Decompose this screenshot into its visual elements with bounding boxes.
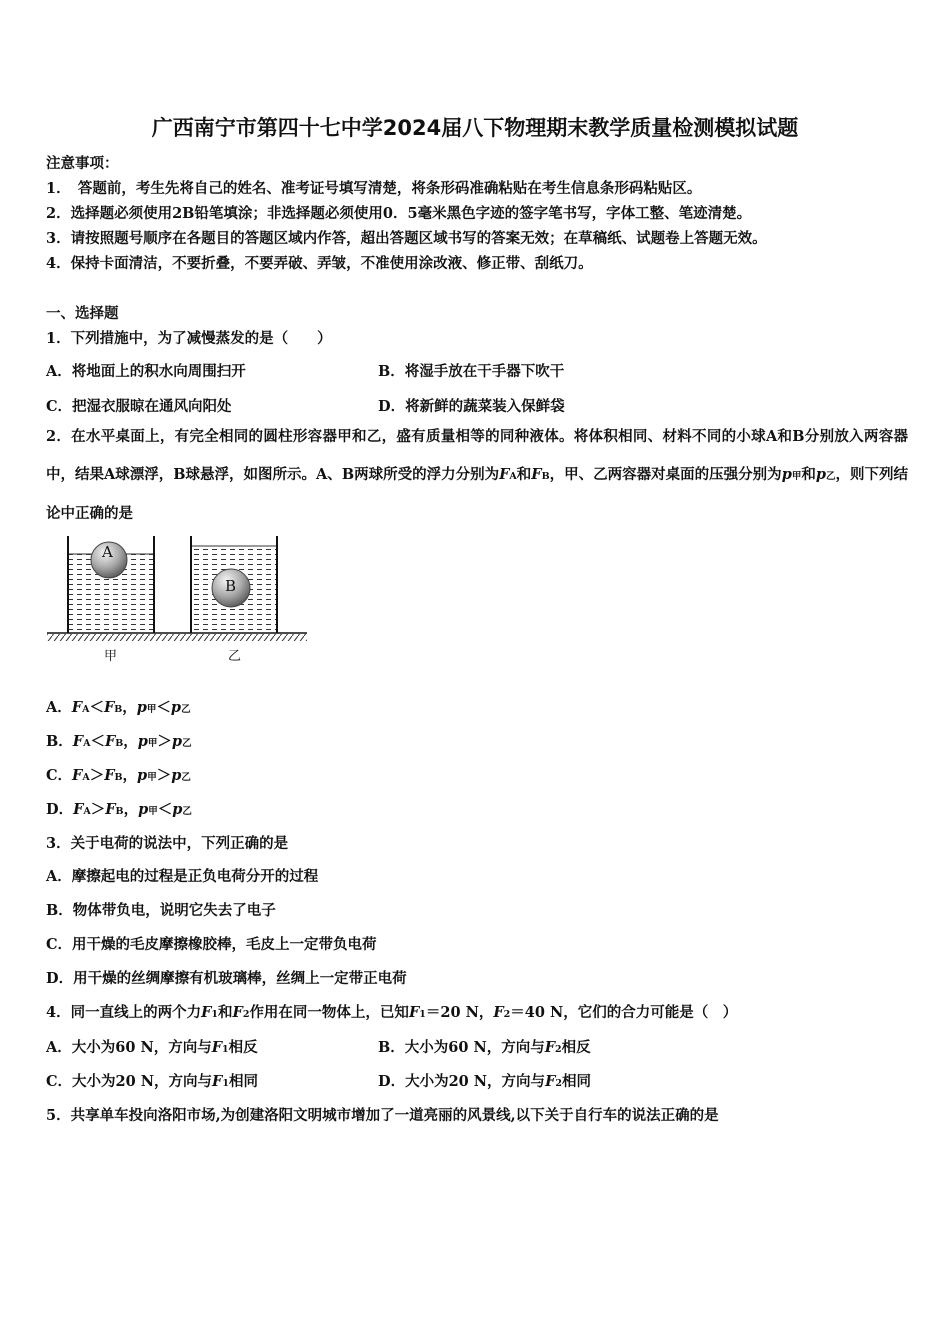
q4-option-a: A．大小为60 N，方向与F1相反 bbox=[46, 1039, 258, 1056]
notice-heading: 注意事项： bbox=[46, 155, 119, 172]
notice-item: 2．选择题必须使用2B铅笔填涂；非选择题必须使用0．5毫米黑色字迹的签字笔书写，字体工整、笔迹清楚。 bbox=[46, 205, 752, 222]
q2-option-d: D．FA＞FB，p甲＜p乙 bbox=[46, 801, 192, 818]
q2-option-a: A．FA＜FB，p甲＜p乙 bbox=[46, 699, 191, 716]
label-jia: 甲 bbox=[104, 649, 118, 664]
ball-b-label: B bbox=[225, 577, 237, 595]
q3-option-b: B．物体带负电，说明它失去了电子 bbox=[46, 902, 276, 919]
notice-item: 4．保持卡面清洁，不要折叠，不要弄破、弄皱，不准使用涂改液、修正带、刮纸刀。 bbox=[46, 255, 593, 272]
q3-option-d: D．用干燥的丝绸摩擦有机玻璃棒，丝绸上一定带正电荷 bbox=[46, 970, 407, 987]
question-1-stem: 1．下列措施中，为了减慢蒸发的是（ ） bbox=[46, 330, 332, 347]
question-2-stem: 2．在水平桌面上，有完全相同的圆柱形容器甲和乙，盛有质量相等的同种液体。将体积相同、材料不同的小球A和B分别放入两容器中，结果A球漂浮，B球悬浮，如图所示。A、B两球所受的浮力分别为FA和FB，甲、乙两容器对桌面的压强分别为p甲和p乙，则下列结论中正确的是 bbox=[46, 428, 909, 522]
q4-option-c: C．大小为20 N，方向与F1相同 bbox=[46, 1073, 258, 1090]
page-title: 广西南宁市第四十七中学2024届八下物理期末教学质量检测模拟试题 bbox=[151, 116, 799, 140]
q1-option-b: B．将湿手放在干手器下吹干 bbox=[378, 363, 565, 380]
q4-option-b: B．大小为60 N，方向与F2相反 bbox=[378, 1039, 591, 1056]
q4-option-d: D．大小为20 N，方向与F2相同 bbox=[378, 1073, 591, 1090]
question-5-stem: 5．共享单车投向洛阳市场,为创建洛阳文明城市增加了一道亮丽的风景线,以下关于自行车的说法正确的是 bbox=[46, 1107, 719, 1124]
question-3-stem: 3．关于电荷的说法中，下列正确的是 bbox=[46, 835, 289, 852]
ball-a-label: A bbox=[102, 543, 113, 561]
q3-option-a: A．摩擦起电的过程是正负电荷分开的过程 bbox=[46, 868, 319, 885]
question-4-stem: 4．同一直线上的两个力F1和F2作用在同一物体上，已知F1＝20 N，F2＝40 N，它们的合力可能是（ ） bbox=[46, 1004, 738, 1021]
notice-item: 1． 答题前，考生先将自己的姓名、准考证号填写清楚，将条形码准确粘贴在考生信息条形码粘贴区。 bbox=[46, 180, 702, 197]
q2-option-b: B．FA＜FB，p甲＞p乙 bbox=[46, 733, 192, 750]
label-yi: 乙 bbox=[228, 649, 242, 664]
q3-option-c: C．用干燥的毛皮摩擦橡胶棒，毛皮上一定带负电荷 bbox=[46, 936, 377, 953]
containers-figure bbox=[40, 532, 315, 667]
q2-option-c: C．FA＞FB，p甲＞p乙 bbox=[46, 767, 191, 784]
section-heading: 一、选择题 bbox=[46, 305, 119, 322]
q1-option-a: A．将地面上的积水向周围扫开 bbox=[46, 363, 246, 380]
q1-option-d: D．将新鲜的蔬菜装入保鲜袋 bbox=[378, 398, 565, 415]
q1-option-c: C．把湿衣服晾在通风向阳处 bbox=[46, 398, 232, 415]
notice-item: 3．请按照题号顺序在各题目的答题区域内作答，超出答题区域书写的答案无效；在草稿纸、试题卷上答题无效。 bbox=[46, 230, 767, 247]
table-surface bbox=[47, 634, 307, 641]
